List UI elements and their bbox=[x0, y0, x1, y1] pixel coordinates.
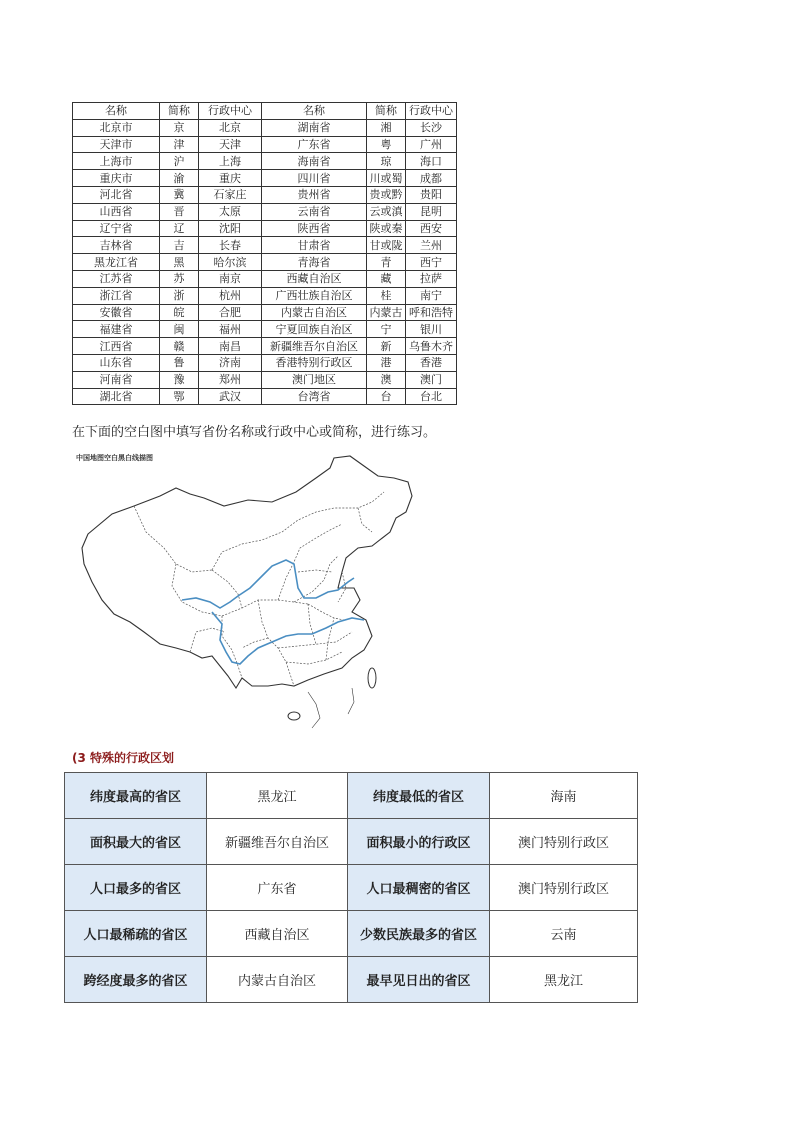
table-row bbox=[73, 220, 457, 237]
table-cell: 重庆 bbox=[199, 170, 262, 187]
table-cell: 苏 bbox=[160, 270, 199, 287]
table-cell: 新 bbox=[367, 338, 406, 355]
yellow-river bbox=[182, 560, 354, 608]
table-cell: 豫 bbox=[160, 371, 199, 388]
table-cell: 湖南省 bbox=[262, 119, 367, 136]
table-cell: 京 bbox=[160, 119, 199, 136]
table-row bbox=[73, 287, 457, 304]
table-cell: 贵阳 bbox=[406, 186, 457, 203]
table-row bbox=[73, 136, 457, 153]
table-cell: 渝 bbox=[160, 170, 199, 187]
section-heading: (3 特殊的行政区划 bbox=[72, 751, 175, 765]
table-cell: 上海 bbox=[199, 153, 262, 170]
table-cell: 粤 bbox=[367, 136, 406, 153]
feature-label-cell: 少数民族最多的省区 bbox=[348, 911, 490, 957]
feature-value-cell: 澳门特别行政区 bbox=[490, 819, 638, 865]
table-cell: 津 bbox=[160, 136, 199, 153]
table-row bbox=[65, 773, 638, 819]
table-row bbox=[73, 170, 457, 187]
table-cell: 石家庄 bbox=[199, 186, 262, 203]
table-row bbox=[73, 203, 457, 220]
header-name-2: 名称 bbox=[262, 103, 367, 120]
table-row bbox=[73, 321, 457, 338]
table-cell: 黑 bbox=[160, 254, 199, 271]
table-cell: 合肥 bbox=[199, 304, 262, 321]
table-cell: 安徽省 bbox=[73, 304, 160, 321]
table-cell: 澳门 bbox=[406, 371, 457, 388]
table-cell: 福建省 bbox=[73, 321, 160, 338]
table-cell: 太原 bbox=[199, 203, 262, 220]
table-cell: 北京市 bbox=[73, 119, 160, 136]
feature-label-cell: 人口最多的省区 bbox=[65, 865, 207, 911]
table-row bbox=[73, 304, 457, 321]
special-regions-table bbox=[64, 772, 638, 1003]
table-cell: 呼和浩特 bbox=[406, 304, 457, 321]
table-row bbox=[73, 254, 457, 271]
table-cell: 南昌 bbox=[199, 338, 262, 355]
rivers bbox=[182, 560, 364, 664]
feature-label-cell: 人口最稀疏的省区 bbox=[65, 911, 207, 957]
table-cell: 湖北省 bbox=[73, 388, 160, 405]
table-cell: 吉林省 bbox=[73, 237, 160, 254]
table-cell: 湘 bbox=[367, 119, 406, 136]
table-row bbox=[73, 371, 457, 388]
table-cell: 闽 bbox=[160, 321, 199, 338]
table-cell: 宁夏回族自治区 bbox=[262, 321, 367, 338]
feature-value-cell: 云南 bbox=[490, 911, 638, 957]
table-cell: 赣 bbox=[160, 338, 199, 355]
table-row bbox=[73, 338, 457, 355]
table-cell: 天津市 bbox=[73, 136, 160, 153]
table-cell: 北京 bbox=[199, 119, 262, 136]
feature-value-cell: 新疆维吾尔自治区 bbox=[207, 819, 348, 865]
table-cell: 海南省 bbox=[262, 153, 367, 170]
table-cell: 西宁 bbox=[406, 254, 457, 271]
province-table-body bbox=[73, 119, 457, 405]
table-cell: 香港 bbox=[406, 354, 457, 371]
header-name: 名称 bbox=[73, 103, 160, 120]
table-row bbox=[73, 153, 457, 170]
header-capital: 行政中心 bbox=[199, 103, 262, 120]
feature-value-cell: 西藏自治区 bbox=[207, 911, 348, 957]
table-row bbox=[65, 819, 638, 865]
table-cell: 沪 bbox=[160, 153, 199, 170]
table-cell: 哈尔滨 bbox=[199, 254, 262, 271]
table-cell: 台北 bbox=[406, 388, 457, 405]
table-cell: 贵或黔 bbox=[367, 186, 406, 203]
table-cell: 天津 bbox=[199, 136, 262, 153]
table-cell: 青海省 bbox=[262, 254, 367, 271]
table-cell: 西安 bbox=[406, 220, 457, 237]
map-title: 中国地图空白黑白线描图 bbox=[76, 454, 153, 462]
hainan-island bbox=[288, 712, 300, 720]
table-cell: 甘或陇 bbox=[367, 237, 406, 254]
feature-value-cell: 内蒙古自治区 bbox=[207, 957, 348, 1003]
china-blank-map bbox=[72, 452, 432, 732]
table-row bbox=[73, 388, 457, 405]
table-cell: 南京 bbox=[199, 270, 262, 287]
table-cell: 广东省 bbox=[262, 136, 367, 153]
table-cell: 乌鲁木齐 bbox=[406, 338, 457, 355]
header-abbr: 简称 bbox=[160, 103, 199, 120]
feature-value-cell: 广东省 bbox=[207, 865, 348, 911]
south-sea-outline bbox=[308, 688, 354, 728]
table-cell: 内蒙古 bbox=[367, 304, 406, 321]
feature-label-cell: 纬度最低的省区 bbox=[348, 773, 490, 819]
table-cell: 山东省 bbox=[73, 354, 160, 371]
table-cell: 陕西省 bbox=[262, 220, 367, 237]
table-row bbox=[73, 186, 457, 203]
table-cell: 皖 bbox=[160, 304, 199, 321]
table-cell: 内蒙古自治区 bbox=[262, 304, 367, 321]
table-cell: 武汉 bbox=[199, 388, 262, 405]
practice-caption: 在下面的空白图中填写省份名称或行政中心或简称，进行练习。 bbox=[72, 425, 437, 440]
table-cell: 黑龙江省 bbox=[73, 254, 160, 271]
table-cell: 贵州省 bbox=[262, 186, 367, 203]
taiwan-island bbox=[368, 668, 376, 688]
province-table bbox=[72, 102, 457, 405]
table-cell: 四川省 bbox=[262, 170, 367, 187]
feature-label-cell: 人口最稠密的省区 bbox=[348, 865, 490, 911]
feature-value-cell: 黑龙江 bbox=[490, 957, 638, 1003]
table-cell: 桂 bbox=[367, 287, 406, 304]
table-cell: 浙 bbox=[160, 287, 199, 304]
feature-label-cell: 面积最小的行政区 bbox=[348, 819, 490, 865]
table-cell: 济南 bbox=[199, 354, 262, 371]
province-table-header-row bbox=[73, 103, 457, 120]
table-cell: 兰州 bbox=[406, 237, 457, 254]
table-cell: 西藏自治区 bbox=[262, 270, 367, 287]
table-cell: 台湾省 bbox=[262, 388, 367, 405]
table-cell: 浙江省 bbox=[73, 287, 160, 304]
table-cell: 昆明 bbox=[406, 203, 457, 220]
table-cell: 长沙 bbox=[406, 119, 457, 136]
table-cell: 港 bbox=[367, 354, 406, 371]
table-cell: 藏 bbox=[367, 270, 406, 287]
feature-label-cell: 面积最大的省区 bbox=[65, 819, 207, 865]
table-cell: 新疆维吾尔自治区 bbox=[262, 338, 367, 355]
map-svg bbox=[72, 452, 432, 732]
table-row bbox=[65, 865, 638, 911]
table-cell: 广西壮族自治区 bbox=[262, 287, 367, 304]
table-cell: 成都 bbox=[406, 170, 457, 187]
table-cell: 宁 bbox=[367, 321, 406, 338]
table-cell: 重庆市 bbox=[73, 170, 160, 187]
header-capital-2: 行政中心 bbox=[406, 103, 457, 120]
table-cell: 鲁 bbox=[160, 354, 199, 371]
table-row bbox=[73, 237, 457, 254]
table-cell: 长春 bbox=[199, 237, 262, 254]
table-cell: 福州 bbox=[199, 321, 262, 338]
table-cell: 银川 bbox=[406, 321, 457, 338]
table-cell: 云或滇 bbox=[367, 203, 406, 220]
table-cell: 江西省 bbox=[73, 338, 160, 355]
table-cell: 陕或秦 bbox=[367, 220, 406, 237]
province-borders bbox=[134, 492, 384, 686]
table-cell: 河南省 bbox=[73, 371, 160, 388]
table-cell: 江苏省 bbox=[73, 270, 160, 287]
table-cell: 南宁 bbox=[406, 287, 457, 304]
table-cell: 香港特别行政区 bbox=[262, 354, 367, 371]
table-cell: 冀 bbox=[160, 186, 199, 203]
special-regions-body bbox=[65, 773, 638, 1003]
table-row bbox=[73, 119, 457, 136]
table-cell: 澳门地区 bbox=[262, 371, 367, 388]
table-cell: 郑州 bbox=[199, 371, 262, 388]
table-cell: 山西省 bbox=[73, 203, 160, 220]
table-cell: 杭州 bbox=[199, 287, 262, 304]
table-cell: 琼 bbox=[367, 153, 406, 170]
table-row bbox=[73, 270, 457, 287]
yangtze-river bbox=[212, 612, 364, 664]
feature-value-cell: 黑龙江 bbox=[207, 773, 348, 819]
table-cell: 台 bbox=[367, 388, 406, 405]
feature-label-cell: 最早见日出的省区 bbox=[348, 957, 490, 1003]
map-outline bbox=[82, 456, 412, 688]
table-cell: 辽宁省 bbox=[73, 220, 160, 237]
table-row bbox=[65, 911, 638, 957]
table-cell: 拉萨 bbox=[406, 270, 457, 287]
table-cell: 辽 bbox=[160, 220, 199, 237]
table-cell: 河北省 bbox=[73, 186, 160, 203]
table-row bbox=[73, 354, 457, 371]
table-cell: 广州 bbox=[406, 136, 457, 153]
feature-value-cell: 海南 bbox=[490, 773, 638, 819]
table-cell: 青 bbox=[367, 254, 406, 271]
table-cell: 川或蜀 bbox=[367, 170, 406, 187]
table-cell: 沈阳 bbox=[199, 220, 262, 237]
feature-label-cell: 纬度最高的省区 bbox=[65, 773, 207, 819]
table-cell: 澳 bbox=[367, 371, 406, 388]
feature-value-cell: 澳门特别行政区 bbox=[490, 865, 638, 911]
table-cell: 鄂 bbox=[160, 388, 199, 405]
table-cell: 吉 bbox=[160, 237, 199, 254]
header-abbr-2: 简称 bbox=[367, 103, 406, 120]
table-cell: 上海市 bbox=[73, 153, 160, 170]
table-row bbox=[65, 957, 638, 1003]
table-cell: 甘肃省 bbox=[262, 237, 367, 254]
table-cell: 晋 bbox=[160, 203, 199, 220]
table-cell: 云南省 bbox=[262, 203, 367, 220]
table-cell: 海口 bbox=[406, 153, 457, 170]
feature-label-cell: 跨经度最多的省区 bbox=[65, 957, 207, 1003]
